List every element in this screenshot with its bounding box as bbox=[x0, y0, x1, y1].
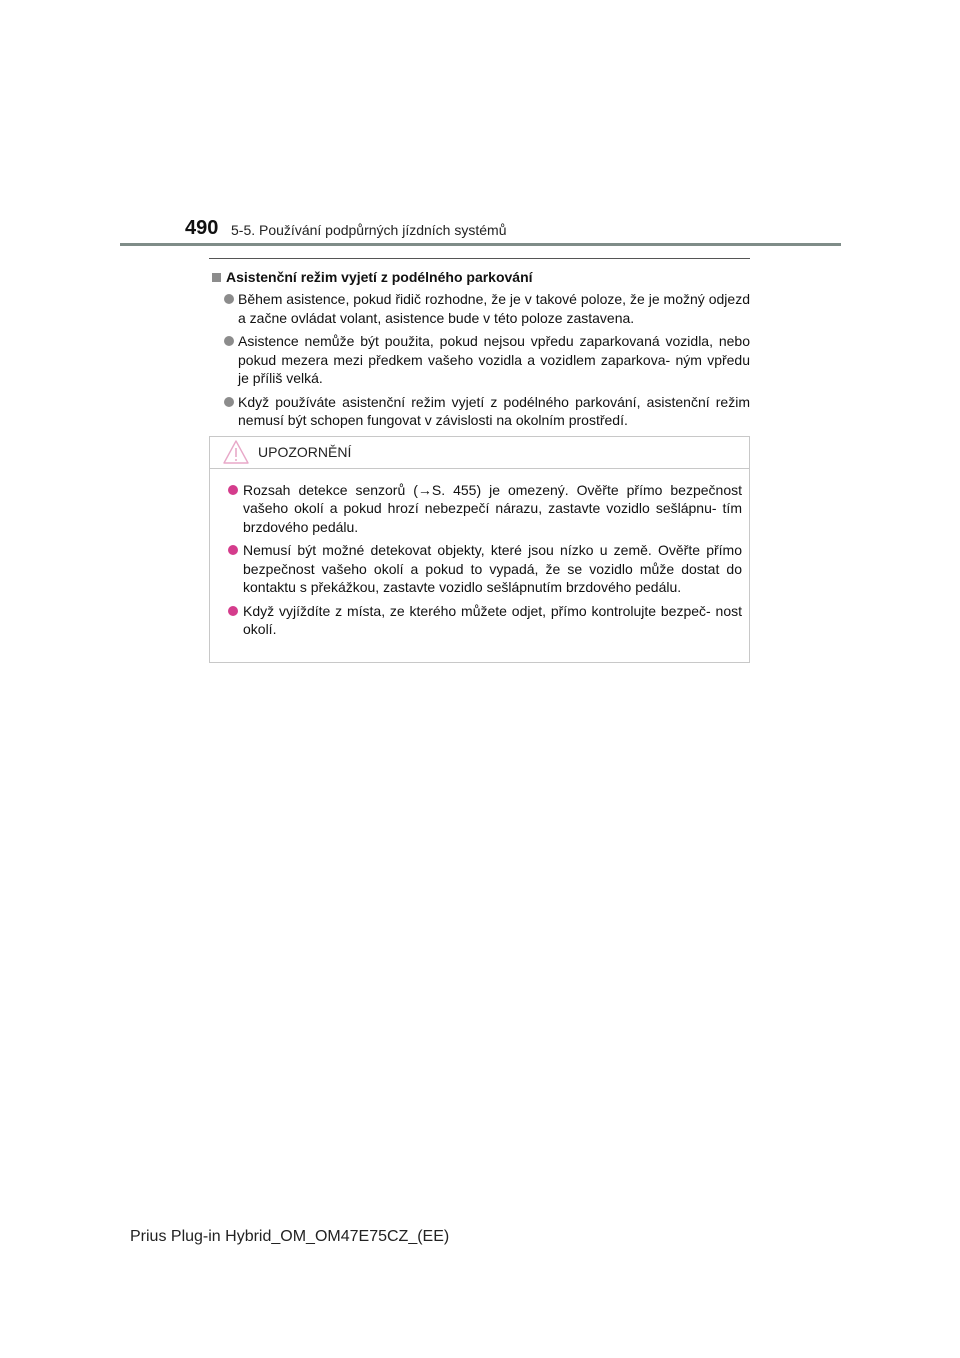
section-bullet-list bbox=[209, 290, 750, 430]
bullet-dot-icon bbox=[224, 336, 234, 346]
list-item bbox=[217, 541, 742, 597]
bullet-dot-icon bbox=[228, 606, 238, 616]
list-item bbox=[209, 332, 750, 388]
list-item-text: Asistence nemůže být použita, pokud nejsou vpředu zaparkovaná vozidla, nebo pokud mezera mezi předkem vašeho vozidla a vozidlem zaparkova- ným vpředu je příliš velká. bbox=[238, 333, 750, 386]
list-item bbox=[209, 290, 750, 327]
section-heading bbox=[212, 268, 750, 286]
list-item-text: Rozsah detekce senzorů (→S. 455) je omezený. Ověřte přímo bezpečnost vašeho okolí a pokud hrozí nebezpečí nárazu, zastavte vozidlo sešlápnu- tím brzdového pedálu. bbox=[243, 481, 742, 535]
bullet-dot-icon bbox=[228, 545, 238, 555]
list-item bbox=[217, 481, 742, 537]
page-number: 490 bbox=[185, 217, 219, 239]
document-footer: Prius Plug-in Hybrid_OM_OM47E75CZ_(EE) bbox=[130, 1228, 450, 1245]
bullet-dot-icon bbox=[224, 294, 234, 304]
list-item-text: Nemusí být možné detekovat objekty, které jsou nízko u země. Ověřte přímo bezpečnost vašeho okolí a pokud to vypadá, že se vozidlo může dostat do kontaktu s překážkou, zastavte vozidlo sešlápnutím brzdového pedálu. bbox=[243, 542, 742, 595]
list-item-text: Během asistence, pokud řidič rozhodne, že je v takové poloze, že je možný odjezd a začne ovládat volant, asistence bude v této poloze zastavena. bbox=[238, 291, 750, 326]
list-item bbox=[209, 393, 750, 430]
list-item bbox=[217, 602, 742, 639]
section-heading-text: Asistenční režim vyjetí z podélného parkování bbox=[226, 269, 533, 285]
header-divider bbox=[120, 243, 841, 246]
page-content bbox=[209, 258, 750, 663]
list-item-text: Když používáte asistenční režim vyjetí z podélného parkování, asistenční režim nemusí být schopen fungovat v závislosti na okolním prostředí. bbox=[238, 393, 750, 428]
warning-header bbox=[210, 437, 749, 469]
bullet-dot-icon bbox=[224, 397, 234, 407]
warning-title: UPOZORNĚNÍ bbox=[258, 444, 352, 460]
warning-bullet-list bbox=[217, 481, 742, 639]
list-item-text: Když vyjíždíte z místa, ze kterého můžete odjet, přímo kontrolujte bezpeč- nost okolí. bbox=[243, 602, 742, 637]
warning-box bbox=[209, 436, 750, 663]
square-bullet-icon bbox=[212, 273, 221, 282]
warning-triangle-icon bbox=[222, 439, 250, 465]
bullet-dot-icon bbox=[228, 485, 238, 495]
section-divider bbox=[209, 258, 750, 259]
chapter-title: 5-5. Používání podpůrných jízdních systémů bbox=[231, 222, 507, 238]
